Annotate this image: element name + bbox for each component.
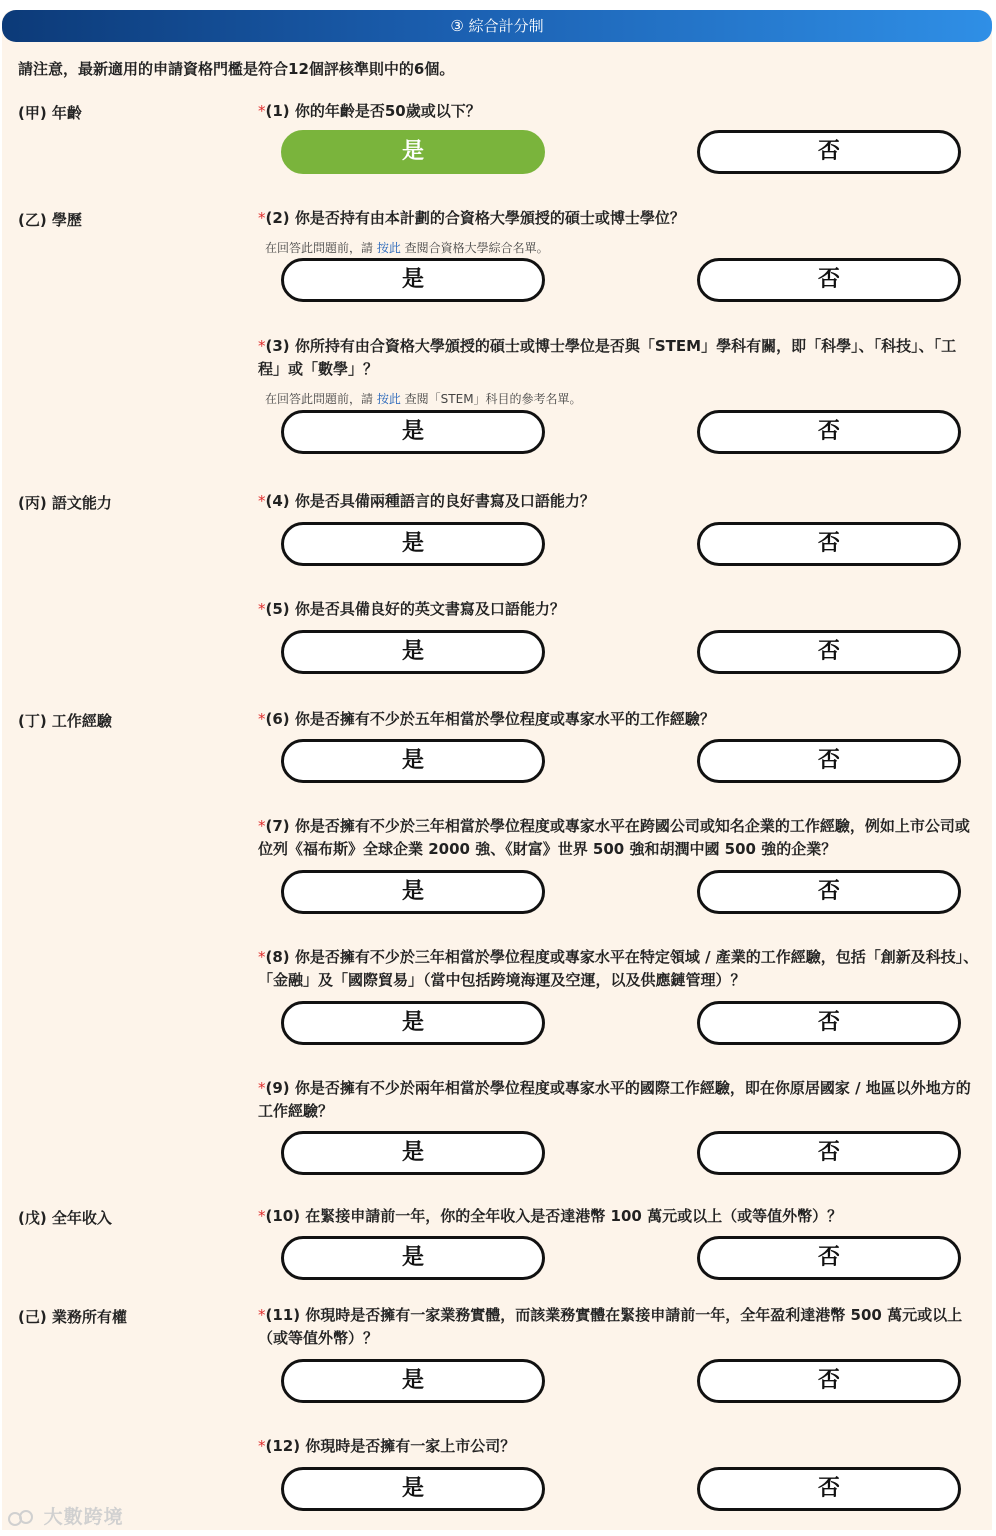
question-5	[258, 598, 980, 621]
university-list-link[interactable]: 按此	[376, 241, 401, 255]
question-2	[258, 207, 980, 230]
question-7	[258, 815, 980, 861]
section-header	[2, 10, 992, 42]
category-education: (乙) 學歷	[18, 211, 82, 229]
q12-yes-button[interactable]: 是	[281, 1467, 545, 1511]
question-10	[258, 1205, 980, 1228]
question-9	[258, 1077, 980, 1123]
stem-list-link[interactable]: 按此	[376, 392, 401, 406]
question-11	[258, 1304, 980, 1350]
q5-yes-button[interactable]: 是	[281, 630, 545, 674]
q12-no-button[interactable]: 否	[697, 1467, 961, 1511]
watermark	[6, 1502, 124, 1529]
question-9-text: (9) 你是否擁有不少於兩年相當於學位程度或專家水平的國際工作經驗，即在你原居國家 / 地區以外地方的工作經驗？	[258, 1079, 971, 1120]
question-10-text: (10) 在緊接申請前一年，你的全年收入是否達港幣 100 萬元或以上（或等值外幣）？	[265, 1207, 843, 1225]
q6-no-button[interactable]: 否	[697, 739, 961, 783]
watermark-logo-icon	[6, 1507, 36, 1529]
q3-no-button[interactable]: 否	[697, 410, 961, 454]
required-mark: *	[258, 817, 266, 835]
category-income: (戊) 全年收入	[18, 1209, 112, 1227]
q4-yes-button[interactable]: 是	[281, 522, 545, 566]
question-3	[258, 335, 958, 381]
category-language: (丙) 語文能力	[18, 494, 112, 512]
hint-suffix: 查閱「STEM」科目的參考名單。	[400, 392, 582, 406]
required-mark: *	[258, 948, 266, 966]
q7-yes-button[interactable]: 是	[281, 870, 545, 914]
q1-yes-button[interactable]: 是	[281, 130, 545, 174]
question-1-text: (1) 你的年齡是否50歲或以下？	[265, 102, 481, 120]
required-mark: *	[258, 600, 266, 618]
question-8-text: (8) 你是否擁有不少於三年相當於學位程度或專家水平在特定領域 / 產業的工作經驗，包括「創新及科技」、「金融」及「國際貿易」（當中包括跨境海運及空運，以及供應鏈管理）？	[258, 948, 979, 989]
eligibility-notice: 請注意，最新適用的申請資格門檻是符合12個評核準則中的6個。	[18, 60, 455, 78]
q8-yes-button[interactable]: 是	[281, 1001, 545, 1045]
q10-no-button[interactable]: 否	[697, 1236, 961, 1280]
q10-yes-button[interactable]: 是	[281, 1236, 545, 1280]
question-6-text: (6) 你是否擁有不少於五年相當於學位程度或專家水平的工作經驗？	[265, 710, 715, 728]
question-12	[258, 1435, 980, 1458]
question-4	[258, 490, 980, 513]
question-2-text: (2) 你是否持有由本計劃的合資格大學頒授的碩士或博士學位？	[265, 209, 685, 227]
category-business-ownership: (己) 業務所有權	[18, 1308, 127, 1326]
category-work-experience: (丁) 工作經驗	[18, 712, 112, 730]
question-1	[258, 100, 980, 123]
q2-no-button[interactable]: 否	[697, 258, 961, 302]
required-mark: *	[258, 1079, 266, 1097]
q6-yes-button[interactable]: 是	[281, 739, 545, 783]
question-7-text: (7) 你是否擁有不少於三年相當於學位程度或專家水平在跨國公司或知名企業的工作經驗，例如上市公司或位列《福布斯》全球企業 2000 強、《財富》世界 500 強和胡潤中國 500 強的企業？	[258, 817, 970, 858]
question-12-text: (12) 你現時是否擁有一家上市公司？	[265, 1437, 516, 1455]
question-5-text: (5) 你是否具備良好的英文書寫及口語能力？	[265, 600, 565, 618]
section-title: ③ 綜合計分制	[450, 17, 544, 35]
hint-suffix: 查閱合資格大學綜合名單。	[400, 241, 549, 255]
q5-no-button[interactable]: 否	[697, 630, 961, 674]
q3-hint	[265, 390, 582, 407]
question-11-text: (11) 你現時是否擁有一家業務實體，而該業務實體在緊接申請前一年，全年盈利達港幣 500 萬元或以上（或等值外幣）？	[258, 1306, 963, 1347]
required-mark: *	[258, 209, 266, 227]
watermark-text: 大數跨境	[43, 1506, 124, 1528]
required-mark: *	[258, 337, 266, 355]
q7-no-button[interactable]: 否	[697, 870, 961, 914]
q9-yes-button[interactable]: 是	[281, 1131, 545, 1175]
question-6	[258, 708, 980, 731]
question-4-text: (4) 你是否具備兩種語言的良好書寫及口語能力？	[265, 492, 595, 510]
required-mark: *	[258, 1437, 266, 1455]
hint-prefix: 在回答此問題前，請	[265, 241, 377, 255]
q11-no-button[interactable]: 否	[697, 1359, 961, 1403]
required-mark: *	[258, 1207, 266, 1225]
q3-yes-button[interactable]: 是	[281, 410, 545, 454]
q1-no-button[interactable]: 否	[697, 130, 961, 174]
required-mark: *	[258, 102, 266, 120]
question-8	[258, 946, 980, 992]
required-mark: *	[258, 710, 266, 728]
q2-hint	[265, 239, 549, 256]
q2-yes-button[interactable]: 是	[281, 258, 545, 302]
q11-yes-button[interactable]: 是	[281, 1359, 545, 1403]
q4-no-button[interactable]: 否	[697, 522, 961, 566]
q8-no-button[interactable]: 否	[697, 1001, 961, 1045]
question-3-text: (3) 你所持有由合資格大學頒授的碩士或博士學位是否與「STEM」學科有關，即「科學」、「科技」、「工程」或「數學」？	[258, 337, 957, 378]
required-mark: *	[258, 492, 266, 510]
required-mark: *	[258, 1306, 266, 1324]
hint-prefix: 在回答此問題前，請	[265, 392, 377, 406]
q9-no-button[interactable]: 否	[697, 1131, 961, 1175]
category-age: (甲) 年齡	[18, 104, 82, 122]
